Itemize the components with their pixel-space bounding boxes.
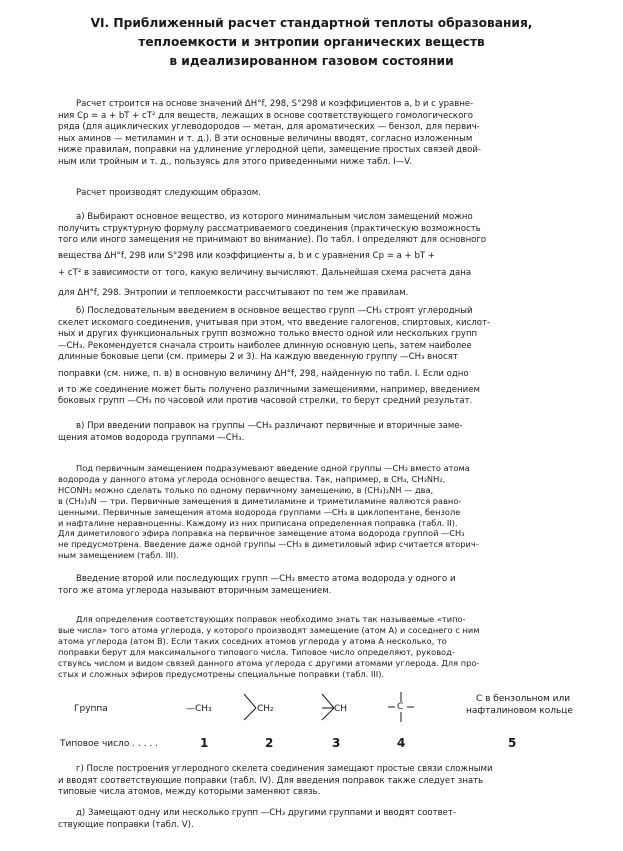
primary-line: HCONH₂ можно сделать только по одному первичному замещению, в (CH₃)₂NH — два, (58, 484, 434, 495)
group-c: C (397, 702, 404, 712)
step-c-line: щения атомов водорода группами —CH₃. (58, 432, 245, 443)
secondary-substitution-paragraph (58, 574, 598, 597)
step-a-line: получить структурную формулу рассматриваемого соединения (практическую возможность (58, 223, 481, 234)
table-label-number: Типовое число . . . . . (60, 739, 158, 749)
step-b-line: и то же соединение может быть получено различными замещениями, например, введением (58, 384, 480, 395)
primary-line: не предусмотрена. Введение даже одной группы —CH₃ в диметиловый эфир считается вторич- (58, 539, 479, 550)
step-b-line: —CH₃. Рекомендуется сначала строить наиболее длинную основную цепь, затем наиболее (58, 340, 472, 351)
step-a-line: для ΔH°f, 298. Энтропии и теплоемкости рассчитывают по тем же правилам. (58, 287, 409, 298)
primary-line: в (CH₃)₃N — три. Первичные замещения в диметиламине и триметиламине являются равно- (58, 495, 462, 506)
step-e-line: ствующие поправки (табл. V). (58, 819, 194, 830)
group-ring-line-1: С в бензольном или (476, 694, 571, 704)
intro-line: ряда (для ациклических углеводородов — метан, для ароматических — бензол, для первич- (58, 122, 480, 133)
step-a-line: вещества ΔH°f, 298 или S°298 или коэффициенты a, b и c уравнения Cp = a + bT + (58, 250, 435, 261)
types-line: атома углерода (атом B). Если таких соседних атомов углерода у атома A несколько, то (58, 635, 447, 646)
secondary-line: того же атома углерода называют вторичным замещением. (58, 585, 332, 596)
primary-line: Для диметилового эфира поправка на первичное замещение атома водорода группой —CH₃ (58, 528, 465, 539)
intro-line: ниже правилам, поправки на удлинение углеродной цепи, замещение простых связей двой- (58, 145, 481, 156)
intro-line: ния Cp = a + bT + cT² для веществ, лежащих в основе соответствующего гомологического (58, 110, 474, 121)
method-text: Расчет производят следующим образом. (76, 188, 261, 198)
step-d-paragraph (58, 764, 598, 799)
types-line: вые числа» того атома углерода, у которого производят замещение (атом A) и соседнего с ним (58, 624, 480, 635)
step-c-paragraph (58, 421, 598, 444)
step-d-line: типовые числа атомов, между которыми заменяют связь. (58, 787, 321, 798)
type-number-2: 2 (265, 736, 274, 750)
step-b-line: длинные боковые цепи (см. примеры 2 и 3). На каждую введенную группу —CH₃ вносят (58, 352, 458, 363)
step-b-line: боковых групп —CH₃ по часовой или против часовой стрелки, то берут средний результат. (58, 396, 473, 407)
step-b-line: скелет искомого соединения, учитывая при этом, что введение галогенов, спиртовых, кислот- (58, 317, 491, 328)
step-a-line: а) Выбирают основное вещество, из которого минимальным числом замещений можно (76, 212, 473, 222)
types-line: стых и сложных эфиров предусмотрены специальные поправки (табл. III). (58, 668, 385, 679)
step-e-paragraph (58, 808, 598, 831)
step-a-line: того или иного замещения не принимают во внимание). По табл. I определяют для основного (58, 235, 487, 246)
secondary-line: Введение второй или последующих групп —CH₃ вместо атома водорода у одного и (76, 574, 456, 584)
table-label-group: Группа (74, 704, 108, 714)
types-line: ствуясь числом и видом связей данного атома углерода с другими атомами углерода. Для про- (58, 657, 480, 668)
type-number-1: 1 (200, 736, 209, 750)
method-line (58, 188, 598, 200)
step-a-paragraph (58, 212, 598, 300)
title-line-1: VI. Приближенный расчет стандартной теплоты образования, (90, 16, 533, 30)
step-e-line: д) Замещают одну или несколько групп —CH₃ другими группами и вводят соответ- (76, 808, 456, 818)
step-a-line: + cT² в зависимости от того, какую величину вычисляют. Дальнейшая схема расчета дана (58, 268, 472, 279)
title-line-3: в идеализированном газовом состоянии (169, 54, 454, 68)
group-ch2: CH₂ (257, 704, 274, 714)
intro-line: ных аминов — метиламин и т. д.). В эти основные величины вводят, согласно изложенным (58, 133, 473, 144)
step-b-line: ных и других функциональных групп возможно только вместо одной или нескольких групп (58, 329, 478, 340)
type-number-table (58, 692, 618, 754)
step-b-paragraph (58, 306, 598, 408)
intro-line: ным или тройным и т. д., пользуясь для этого приведенными ниже табл. I—V. (58, 156, 412, 167)
title-line-2: теплоемкости и энтропии органических веществ (138, 35, 485, 49)
types-line: Для определения соответствующих поправок необходимо знать так называемые «типо- (76, 614, 466, 624)
type-numbers-paragraph (58, 614, 598, 679)
intro-paragraph (58, 99, 598, 169)
step-d-line: и вводят соответствующие поправки (табл. IV). Для введения поправок также следует знать (58, 775, 484, 786)
primary-line: ным замещением (табл. III). (58, 550, 179, 561)
primary-line: ценными. Первичные замещения атома водорода группами —CH₃ в циклопентане, бензоле (58, 506, 461, 517)
step-c-line: в) При введении поправок на группы —CH₃ различают первичные и вторичные заме- (76, 421, 463, 431)
step-d-line: г) После построения углеродного скелета соединения замещают простые связи сложными (76, 764, 493, 774)
primary-substitution-paragraph (58, 463, 598, 561)
step-b-line: поправки (см. ниже, п. в) в основную величину ΔH°f, 298, найденную по табл. I. Если одно (58, 368, 469, 379)
group-ring-line-2: нафталиновом кольце (466, 706, 573, 716)
section-title (0, 14, 623, 71)
group-ch3: —CH₃ (186, 704, 212, 714)
primary-line: водорода у данного атома углерода основного вещества. Так, например, в CH₄, CH₃NH₂, (58, 473, 446, 484)
types-line: поправки берут для максимального типового числа. Типовое число определяют, руковод- (58, 646, 455, 657)
type-number-5: 5 (508, 736, 517, 750)
intro-line: Расчет строится на основе значений ΔH°f, 298, S°298 и коэффициентов a, b и c уравне- (76, 99, 474, 109)
group-ch: CH (334, 704, 348, 714)
primary-line: Под первичным замещением подразумевают введение одной группы —CH₃ вместо атома (76, 463, 470, 473)
step-b-line: б) Последовательным введением в основное вещество групп —CH₃ строят углеродный (76, 306, 473, 316)
primary-line: и нафталине неравноценны. Каждому из них приписана определенная поправка (табл. II). (58, 517, 458, 528)
type-number-3: 3 (332, 736, 341, 750)
type-number-4: 4 (397, 736, 406, 750)
